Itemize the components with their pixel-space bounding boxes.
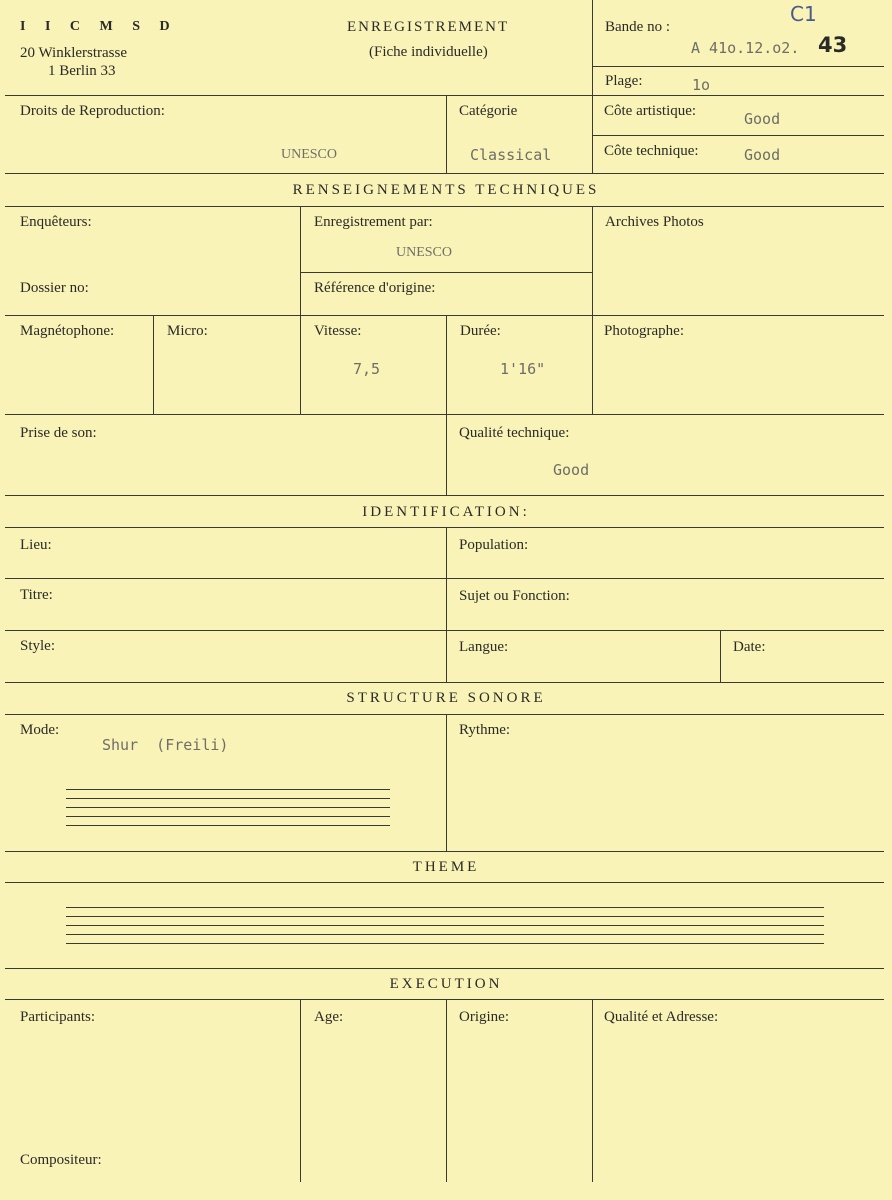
form-subtitle: (Fiche individuelle)	[369, 44, 488, 60]
qualite-technique-label: Qualité technique:	[459, 425, 570, 441]
cote-artistique-value: Good	[744, 110, 781, 128]
categorie-label: Catégorie	[459, 103, 518, 119]
age-label: Age:	[314, 1009, 344, 1025]
dossier-label: Dossier no:	[20, 280, 89, 296]
rule	[5, 968, 884, 969]
staff-line	[66, 816, 390, 817]
date-label: Date:	[733, 639, 766, 655]
rule	[720, 630, 721, 682]
staff-line	[66, 825, 390, 826]
staff-line	[66, 807, 390, 808]
droits-label: Droits de Reproduction:	[20, 103, 165, 119]
rule	[592, 135, 884, 136]
plage-label: Plage:	[605, 73, 643, 89]
bande-annotation: C1	[790, 2, 817, 26]
rule	[5, 851, 884, 852]
rule	[5, 882, 884, 883]
bande-handwritten: 43	[818, 33, 848, 57]
mode-value: Shur (Freili)	[102, 736, 229, 754]
staff-line	[66, 907, 824, 908]
vitesse-label: Vitesse:	[314, 323, 362, 339]
sujet-label: Sujet ou Fonction:	[459, 588, 570, 604]
cote-artistique-label: Côte artistique:	[604, 103, 697, 119]
photographe-label: Photographe:	[604, 323, 684, 339]
rule	[5, 414, 884, 415]
categorie-value: Classical	[470, 146, 552, 164]
rule	[446, 527, 447, 682]
lieu-label: Lieu:	[20, 537, 52, 553]
section-title-identification: IDENTIFICATION:	[362, 504, 530, 520]
rule	[5, 682, 884, 683]
staff-line	[66, 798, 390, 799]
enregistrement-par-value: UNESCO	[396, 245, 453, 260]
rule	[446, 414, 447, 495]
staff-line	[66, 943, 824, 944]
rule	[446, 999, 447, 1182]
bande-label: Bande no :	[605, 19, 670, 35]
staff-line	[66, 789, 390, 790]
rule	[446, 315, 447, 414]
duree-value: 1'16"	[500, 360, 546, 378]
rule	[592, 999, 593, 1182]
enqueteurs-label: Enquêteurs:	[20, 214, 92, 230]
staff-line	[66, 916, 824, 917]
rule	[5, 173, 884, 174]
micro-label: Micro:	[167, 323, 208, 339]
section-title-execution: EXECUTION	[389, 976, 503, 992]
address-line-2: 1 Berlin 33	[48, 63, 116, 79]
section-title-structure: STRUCTURE SONORE	[346, 690, 546, 706]
enregistrement-par-label: Enregistrement par:	[314, 214, 433, 230]
rule	[5, 578, 884, 579]
rule	[5, 714, 884, 715]
section-title-theme: THEME	[412, 859, 480, 875]
vitesse-value: 7,5	[353, 360, 381, 378]
rule	[153, 315, 154, 414]
archives-photos-label: Archives Photos	[605, 214, 704, 230]
langue-label: Langue:	[459, 639, 509, 655]
rule	[592, 206, 593, 414]
titre-label: Titre:	[20, 587, 53, 603]
org-logo: I I C M S D	[20, 19, 178, 34]
cote-technique-label: Côte technique:	[604, 143, 699, 159]
qualite-technique-value: Good	[553, 461, 590, 479]
rule	[300, 272, 592, 273]
address-line-1: 20 Winklerstrasse	[20, 45, 128, 61]
staff-line	[66, 925, 824, 926]
compositeur-label: Compositeur:	[20, 1152, 102, 1168]
form-title: ENREGISTREMENT	[347, 19, 510, 35]
prise-de-son-label: Prise de son:	[20, 425, 97, 441]
participants-label: Participants:	[20, 1009, 95, 1025]
rule	[446, 95, 447, 173]
section-title-technical: RENSEIGNEMENTS TECHNIQUES	[292, 182, 600, 198]
rule	[5, 495, 884, 496]
cote-technique-value: Good	[744, 146, 781, 164]
origine-label: Origine:	[459, 1009, 509, 1025]
rule	[592, 66, 884, 67]
mode-label: Mode:	[20, 722, 60, 738]
population-label: Population:	[459, 537, 529, 553]
droits-value: UNESCO	[281, 147, 338, 162]
rule	[5, 315, 884, 316]
duree-label: Durée:	[460, 323, 501, 339]
qualite-adresse-label: Qualité et Adresse:	[604, 1009, 719, 1025]
rule	[300, 206, 301, 414]
style-label: Style:	[20, 638, 56, 654]
rule	[5, 206, 884, 207]
reference-label: Référence d'origine:	[314, 280, 436, 296]
rule	[5, 95, 884, 96]
rule	[300, 999, 301, 1182]
rule	[446, 714, 447, 851]
rule	[5, 630, 884, 631]
magnetophone-label: Magnétophone:	[20, 323, 115, 339]
bande-value: A 41o.12.o2.	[691, 39, 800, 57]
rule	[592, 0, 593, 173]
rythme-label: Rythme:	[459, 722, 511, 738]
rule	[5, 527, 884, 528]
rule	[5, 999, 884, 1000]
staff-line	[66, 934, 824, 935]
plage-value: 1o	[692, 76, 711, 94]
